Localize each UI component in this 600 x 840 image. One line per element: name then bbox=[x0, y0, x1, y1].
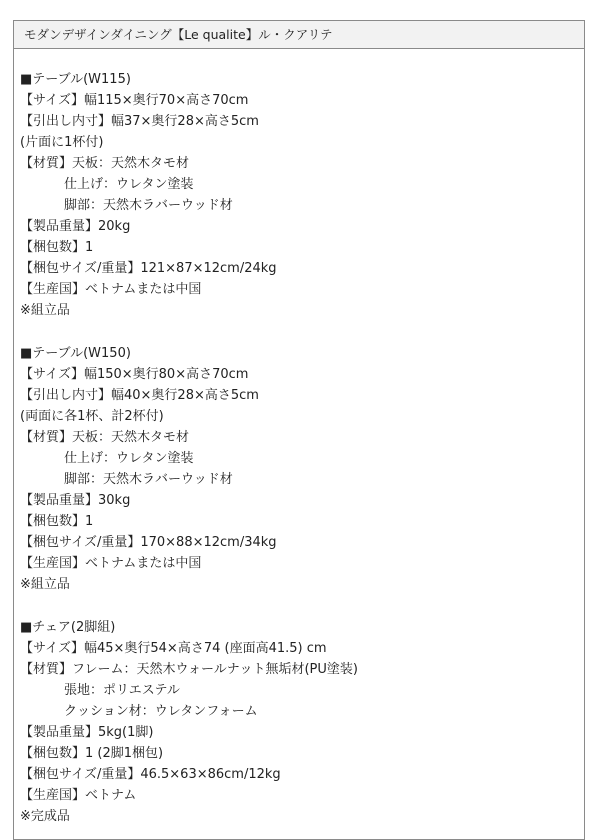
drawer-note-line: (片面に1杯付) bbox=[20, 135, 104, 150]
package-size-line: 【梱包サイズ/重量】170×88×12cm/34kg bbox=[20, 535, 277, 550]
section-heading: ■チェア(2脚組) bbox=[20, 620, 116, 635]
weight-line: 【製品重量】20kg bbox=[20, 219, 131, 234]
size-line: 【サイズ】幅115×奥行70×高さ70cm bbox=[20, 93, 249, 108]
package-size-line: 【梱包サイズ/重量】121×87×12cm/24kg bbox=[20, 261, 277, 276]
legs-line: 脚部：天然木ラバーウッド材 bbox=[64, 198, 233, 213]
package-count-line: 【梱包数】1 (2脚1梱包) bbox=[20, 746, 164, 761]
assembly-note-line: ※組立品 bbox=[20, 303, 70, 318]
drawer-note-line: (両面に各1杯、計2杯付) bbox=[20, 409, 164, 424]
spec-content bbox=[14, 69, 584, 827]
origin-line: 【生産国】ベトナム bbox=[20, 788, 137, 803]
cushion-line: クッション材：ウレタンフォーム bbox=[64, 704, 258, 719]
drawer-size-line: 【引出し内寸】幅40×奥行28×高さ5cm bbox=[20, 388, 259, 403]
section-heading: ■テーブル(W115) bbox=[20, 72, 131, 87]
material-line: 【材質】天板：天然木タモ材 bbox=[20, 156, 190, 171]
material-line: 【材質】フレーム：天然木ウォールナット無垢材(PU塗装) bbox=[20, 662, 358, 677]
material-line: 【材質】天板：天然木タモ材 bbox=[20, 430, 190, 445]
assembly-note-line: ※組立品 bbox=[20, 577, 70, 592]
chair-section bbox=[20, 617, 584, 827]
package-count-line: 【梱包数】1 bbox=[20, 514, 94, 529]
table-w115-section bbox=[20, 69, 584, 321]
size-line: 【サイズ】幅45×奥行54×高さ74 (座面高41.5) cm bbox=[20, 641, 327, 656]
table-w150-section bbox=[20, 343, 584, 595]
drawer-size-line: 【引出し内寸】幅37×奥行28×高さ5cm bbox=[20, 114, 259, 129]
size-line: 【サイズ】幅150×奥行80×高さ70cm bbox=[20, 367, 249, 382]
origin-line: 【生産国】ベトナムまたは中国 bbox=[20, 282, 202, 297]
legs-line: 脚部：天然木ラバーウッド材 bbox=[64, 472, 233, 487]
package-size-line: 【梱包サイズ/重量】46.5×63×86cm/12kg bbox=[20, 767, 281, 782]
assembly-note-line: ※完成品 bbox=[20, 809, 70, 824]
weight-line: 【製品重量】5kg(1脚) bbox=[20, 725, 154, 740]
section-heading: ■テーブル(W150) bbox=[20, 346, 131, 361]
finish-line: 仕上げ：ウレタン塗装 bbox=[64, 451, 194, 466]
weight-line: 【製品重量】30kg bbox=[20, 493, 131, 508]
finish-line: 仕上げ：ウレタン塗装 bbox=[64, 177, 194, 192]
origin-line: 【生産国】ベトナムまたは中国 bbox=[20, 556, 202, 571]
sheet-title: モダンデザインダイニング【Le qualite】ル・クアリテ bbox=[14, 21, 584, 49]
package-count-line: 【梱包数】1 bbox=[20, 240, 94, 255]
upholstery-line: 張地：ポリエステル bbox=[64, 683, 180, 698]
spec-sheet bbox=[13, 20, 585, 840]
